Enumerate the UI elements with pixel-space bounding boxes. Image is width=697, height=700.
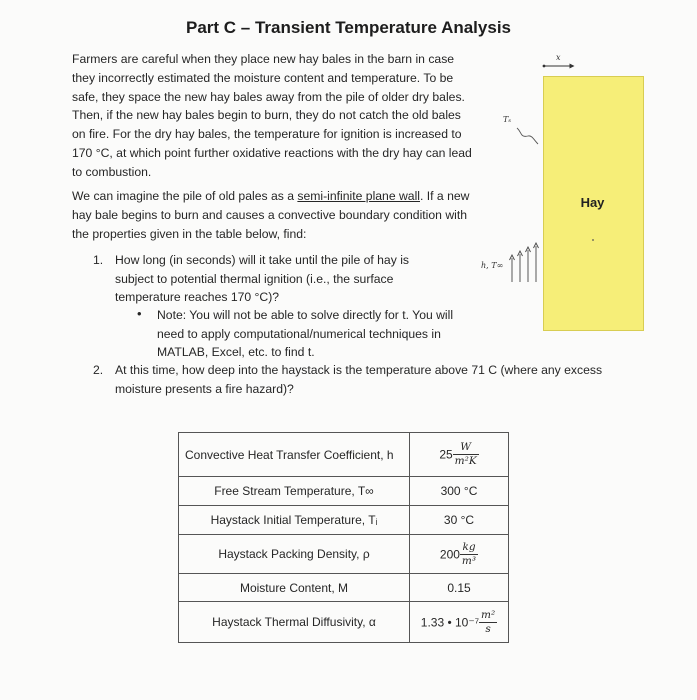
question-text: At this time, how deep into the haystack is the temperature above 71 C (where any excess moisture presents a fire hazard)? bbox=[115, 363, 603, 396]
property-value bbox=[410, 535, 509, 574]
note-text: Note: You will not be able to solve directly for t. You will need to apply computational/numerical techniques in MATLAB, Excel, etc. to find t. bbox=[157, 308, 454, 360]
table-row bbox=[179, 602, 509, 643]
unit-fraction bbox=[453, 441, 479, 468]
property-name: Convective Heat Transfer Coefficient, h bbox=[179, 433, 410, 477]
table-row bbox=[179, 433, 509, 477]
table-row bbox=[179, 574, 509, 602]
property-value: 300 °C bbox=[410, 477, 509, 506]
unit-numerator: m² bbox=[481, 608, 496, 621]
setup-after: . If a new hay bale begins to burn and causes a convective boundary condition with the properties given in the table below, find: bbox=[72, 189, 470, 241]
surface-temp-label: Tₛ bbox=[503, 115, 512, 124]
table-row bbox=[179, 477, 509, 506]
value-coefficient: 1.33 • 10⁻⁷ bbox=[420, 615, 480, 629]
unit-denominator: m³ bbox=[461, 554, 477, 567]
unit-numerator: kg bbox=[460, 541, 478, 555]
convection-label: h, T∞ bbox=[481, 261, 504, 270]
unit-denominator: s bbox=[485, 622, 491, 635]
property-name: Haystack Initial Temperature, Tᵢ bbox=[179, 506, 410, 535]
unit-fraction bbox=[460, 541, 478, 568]
property-value: 0.15 bbox=[410, 574, 509, 602]
value-coefficient: 200 bbox=[439, 547, 460, 561]
bullet-icon: • bbox=[137, 306, 142, 321]
table-row bbox=[179, 535, 509, 574]
x-origin-dot bbox=[543, 65, 546, 68]
question-text: How long (in seconds) will it take until the pile of hay is subject to potential thermal ignition (i.e., the surface temperature reaches 170 °C)? bbox=[115, 253, 409, 305]
property-name: Haystack Thermal Diffusivity, α bbox=[179, 602, 410, 643]
property-value bbox=[410, 433, 509, 477]
property-name: Haystack Packing Density, ρ bbox=[179, 535, 410, 574]
property-value bbox=[410, 602, 509, 643]
stray-mark bbox=[592, 239, 594, 241]
property-name: Free Stream Temperature, T∞ bbox=[179, 477, 410, 506]
question-number: 1. bbox=[93, 253, 104, 267]
unit-numerator: W bbox=[453, 441, 479, 455]
question-number: 2. bbox=[93, 363, 104, 377]
unit-denominator: m²K bbox=[454, 455, 477, 467]
unit-fraction bbox=[479, 609, 497, 636]
semi-infinite-wall-term: semi-infinite plane wall bbox=[297, 189, 420, 203]
property-value: 30 °C bbox=[410, 506, 509, 535]
convection-arrows bbox=[510, 243, 539, 282]
properties-table bbox=[178, 432, 509, 643]
intro-paragraph: Farmers are careful when they place new hay bales in the barn in case they incorrectly estimated the moisture content and temperature. To be safe, they space the new hay bales away from the pile of older dry bales. Then, if the new hay bales begin to burn, they do not catch the old bales on fire. For the dry hay bales, the temperature for ignition is increased to 170 °C, at which point further oxidative reactions with the dry hay can lead to combustion. bbox=[72, 52, 472, 179]
ts-pointer-line bbox=[517, 128, 538, 144]
page-title: Part C – Transient Temperature Analysis bbox=[185, 18, 511, 37]
table-row bbox=[179, 506, 509, 535]
x-axis-label: x bbox=[556, 53, 561, 62]
property-name: Moisture Content, M bbox=[179, 574, 410, 602]
setup-before: We can imagine the pile of old pales as a bbox=[72, 189, 298, 203]
value-coefficient: 25 bbox=[439, 447, 453, 462]
hay-label: Hay bbox=[580, 195, 605, 210]
